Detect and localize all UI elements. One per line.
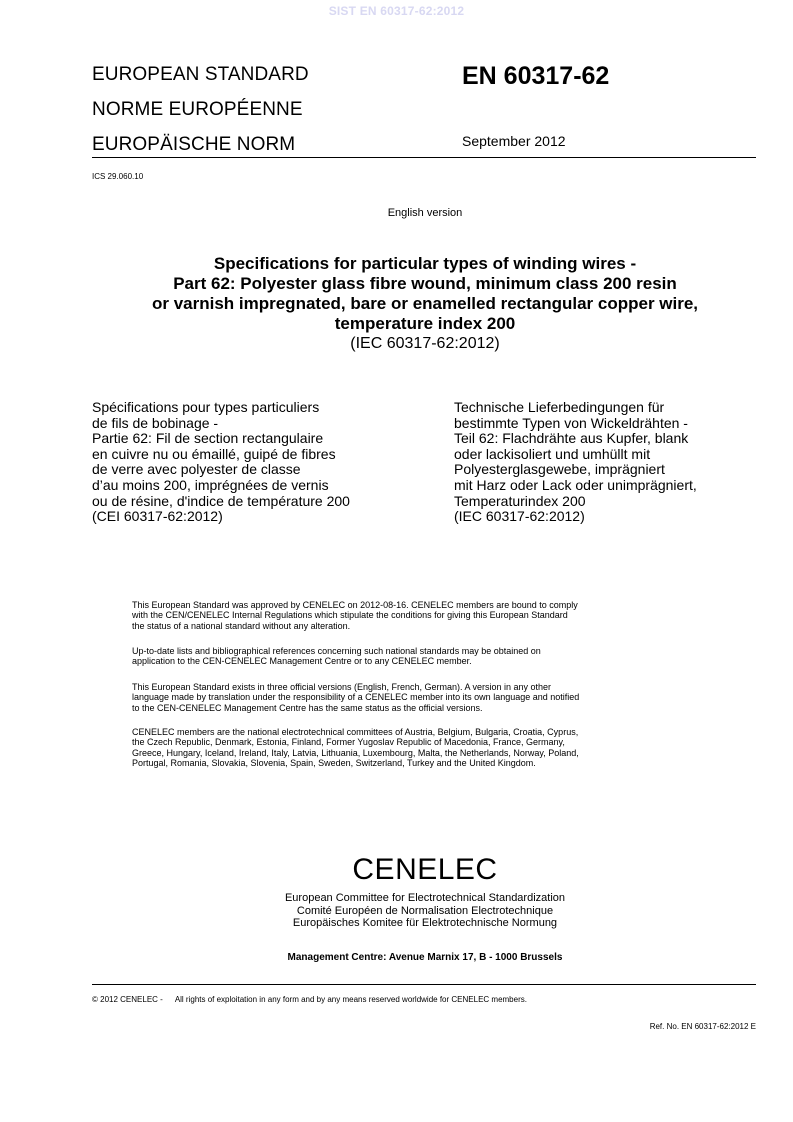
note-line: Up-to-date lists and bibliographical references concerning such national standards may be obtained on (132, 646, 541, 656)
title-french-line: de verre avec polyester de classe (92, 461, 301, 478)
ics-code: ICS 29.060.10 (92, 172, 144, 181)
committee-french: Comité Européen de Normalisation Electrotechnique (296, 904, 554, 917)
title-german-line: mit Harz oder Lack oder unimprägniert, (454, 476, 697, 493)
title-line: temperature index 200 (334, 314, 516, 333)
members-note (132, 727, 718, 769)
note-line: Portugal, Romania, Slovakia, Slovenia, Spain, Sweden, Switzerland, Turkey and the United Kingdom. (132, 758, 536, 769)
title-french-line: ou de résine, d'indice de température 200 (92, 492, 350, 509)
management-centre-address: Management Centre: Avenue Marnix 17, B - 1000 Brussels (287, 952, 563, 963)
title-french-line: de fils de bobinage - (92, 414, 219, 431)
title-reference: (IEC 60317-62:2012) (350, 335, 500, 352)
title-german-line: Temperaturindex 200 (454, 492, 586, 509)
title-german (454, 400, 697, 525)
organization-name: CENELEC (352, 853, 498, 886)
committee-english: European Committee for Electrotechnical Standardization (284, 892, 566, 904)
title-line: Part 62: Polyester glass fibre wound, minimum class 200 resin (173, 274, 677, 293)
committee-german: Europäisches Komitee für Elektrotechnische Normung (292, 917, 558, 929)
header-divider (92, 157, 756, 158)
title-german-line: Technische Lieferbedingungen für (454, 399, 665, 415)
title-french-line: Partie 62: Fil de section rectangulaire (92, 430, 324, 447)
note-line: This European Standard was approved by CENELEC on 2012-08-16. CENELEC members are bound to comply (132, 600, 578, 610)
reference-number: Ref. No. EN 60317-62:2012 E (649, 1022, 756, 1031)
publication-date: September 2012 (462, 133, 566, 149)
footer-divider (92, 984, 756, 985)
versions-note (132, 682, 718, 713)
note-line: This European Standard exists in three official versions (English, French, German). A version in any other (132, 682, 552, 692)
title-line: Specifications for particular types of winding wires - (213, 254, 637, 273)
note-line: language made by translation under the responsibility of a CENELEC member into its own language and notified (132, 692, 580, 703)
title-french-line: en cuivre nu ou émaillé, guipé de fibres (92, 445, 336, 462)
standard-type-french: NORME EUROPÉENNE (92, 99, 303, 120)
title-french-line: (CEI 60317-62:2012) (92, 508, 223, 525)
title-german-line: Polyesterglasgewebe, imprägniert (454, 461, 665, 478)
copyright-owner: © 2012 CENELEC - (92, 995, 163, 1004)
note-line: the Czech Republic, Denmark, Estonia, Finland, Former Yugoslav Republic of Macedonia, France, Germany, (132, 737, 565, 748)
standard-type-english: EUROPEAN STANDARD (92, 64, 309, 85)
document-title (80, 254, 770, 354)
references-note (132, 646, 718, 667)
note-line: with the CEN/CENELEC Internal Regulations which stipulate the conditions for giving this European Standard (132, 610, 568, 621)
note-line: to the CEN-CENELEC Management Centre has the same status as the official versions. (132, 702, 483, 713)
title-german-line: Teil 62: Flachdrähte aus Kupfer, blank (454, 430, 689, 447)
copyright-notice (92, 995, 527, 1004)
title-german-line: (IEC 60317-62:2012) (454, 508, 585, 525)
standard-type-german: EUROPÄISCHE NORM (92, 134, 296, 155)
note-line: Greece, Hungary, Iceland, Ireland, Italy, Latvia, Lithuania, Luxembourg, Malta, the Netherlands, Norway, Poland, (132, 747, 579, 758)
standard-number: EN 60317-62 (462, 62, 610, 90)
title-french-line: d’au moins 200, imprégnées de vernis (92, 476, 329, 493)
language-version: English version (387, 207, 463, 219)
committee-names (0, 892, 793, 930)
title-french (92, 400, 350, 525)
title-french-line: Spécifications pour types particuliers (92, 399, 320, 415)
note-line: CENELEC members are the national electrotechnical committees of Austria, Belgium, Bulgaria, Croatia, Cyprus, (132, 727, 579, 737)
title-line: or varnish impregnated, bare or enamelled rectangular copper wire, (151, 294, 699, 313)
note-line: application to the CEN-CENELEC Management Centre or to any CENELEC member. (132, 656, 472, 667)
watermark: SIST EN 60317-62:2012 (328, 4, 465, 18)
approval-note (132, 600, 718, 631)
title-german-line: oder lackisoliert und umhüllt mit (454, 445, 651, 462)
title-german-line: bestimmte Typen von Wickeldrähten - (454, 414, 688, 431)
rights-statement: All rights of exploitation in any form and by any means reserved worldwide for CENELEC members. (174, 995, 527, 1004)
note-line: the status of a national standard without any alteration. (132, 620, 351, 631)
